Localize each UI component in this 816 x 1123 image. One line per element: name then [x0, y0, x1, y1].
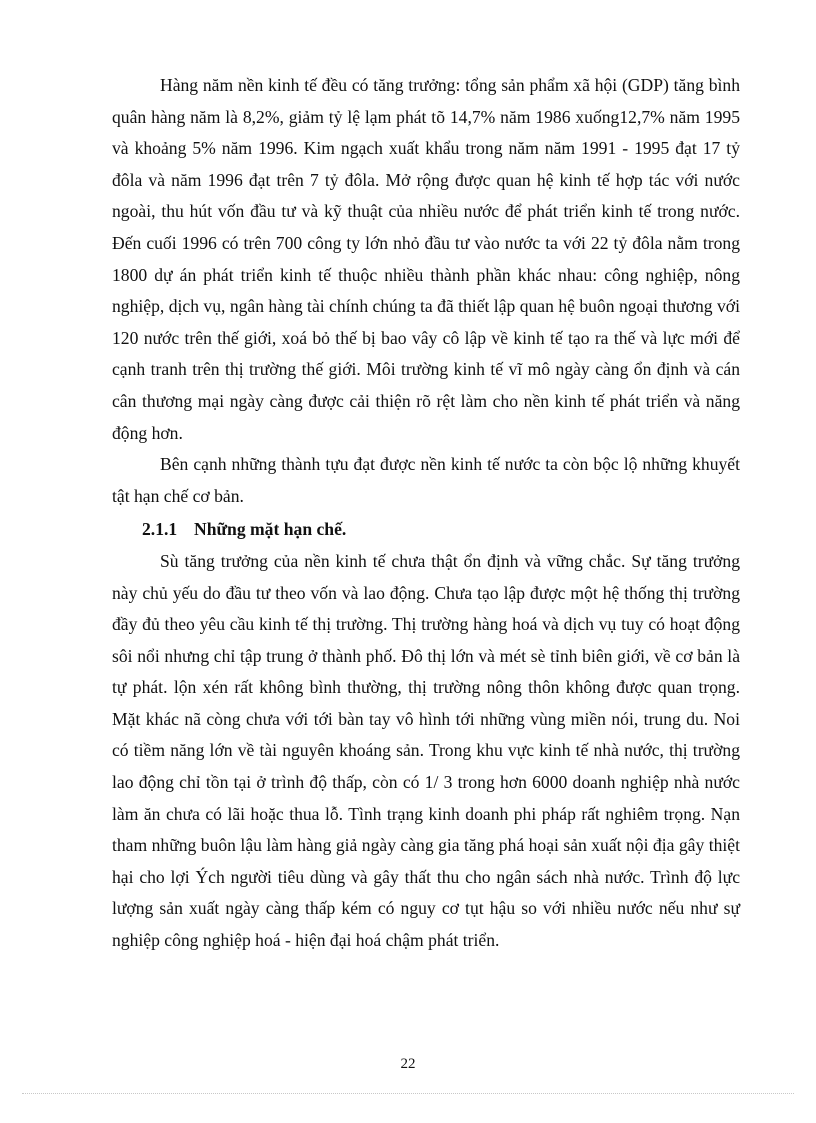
paragraph-limitations-intro: Bên cạnh những thành tựu đạt được nền kinh tế nước ta còn bộc lộ những khuyết tật hạn chế cơ bản.: [112, 454, 740, 506]
section-number: 2.1.1: [142, 519, 178, 540]
paragraph-growth: Hàng năm nền kinh tế đều có tăng trưởng: tổng sản phẩm xã hội (GDP) tăng bình quân hàng năm là 8,2%, giảm tỷ lệ lạm phát tõ 14,7% năm 1986 xuống12,7% năm 1995 và khoảng 5% năm 1996. Kim ngạch xuất khẩu trong năm năm 1991 - 1995 đạt 17 tỷ đôla và năm 1996 đạt trên 7 tỷ đôla. Mở rộng được quan hệ kinh tế hợp tác với nước ngoài, thu hút vốn đầu tư và kỹ thuật của nhiều nước để phát triển kinh tế trong nước. Đến cuối 1996 có trên 700 công ty lớn nhỏ đầu tư vào nước ta với 22 tỷ đôla nằm trong 1800 dự án phát triển kinh tế thuộc nhiều thành phần khác nhau: công nghiệp, nông nghiệp, dịch vụ, ngân hàng tài chính chúng ta đã thiết lập quan hệ buôn ngoại thương với 120 nước trên thế giới, xoá bỏ thế bị bao vây cô lập về kinh tế tạo ra thế và lực mới để cạnh tranh trên thị trường thế giới. Môi trường kinh tế vĩ mô ngày càng ổn định và cán cân thương mại ngày càng được cải thiện rõ rệt làm cho nền kinh tế phát triển và năng động hơn.: [112, 75, 740, 443]
section-title: Những mặt hạn chế.: [194, 519, 347, 540]
page-number: 22: [400, 1056, 416, 1072]
footer-divider: [22, 1093, 794, 1094]
section-heading: [112, 514, 740, 546]
body-text: [112, 70, 740, 957]
paragraph-limitations: Sù tăng trưởng của nền kinh tế chưa thật ổn định và vững chắc. Sự tăng trưởng này chủ yếu do đầu tư theo vốn và lao động. Chưa tạo lập được một hệ thống thị trường đầy đủ theo yêu cầu kinh tế thị trường. Thị trường hàng hoá và dịch vụ tuy có hoạt động sôi nổi nhưng chỉ tập trung ở thành phố. Đô thị lớn và mét sè tỉnh biên giới, về cơ bản là tự phát. lộn xén rất không bình thường, thị trường nông thôn không được quan trọng. Mặt khác nã còng chưa với tới bàn tay vô hình tới những vùng miền nói, trung du. Noi có tiềm năng lớn về tài nguyên khoáng sản. Trong khu vực kinh tế nhà nước, thị trường lao động chỉ tồn tại ở trình độ thấp, còn có 1/ 3 trong hơn 6000 doanh nghiệp nhà nước làm ăn chưa có lãi hoặc thua lỗ. Tình trạng kinh doanh phi pháp rất nghiêm trọng. Nạn tham những buôn lậu làm hàng giả ngày càng gia tăng phá hoại sản xuất nội địa gây thiệt hại cho lợi Ých người tiêu dùng và gây thất thu cho ngân sách nhà nước. Trình độ lực lượng sản xuất ngày càng thấp kém có nguy cơ tụt hậu so với nhiều nước nếu như sự nghiệp công nghiệp hoá - hiện đại hoá chậm phát triển.: [112, 550, 740, 951]
